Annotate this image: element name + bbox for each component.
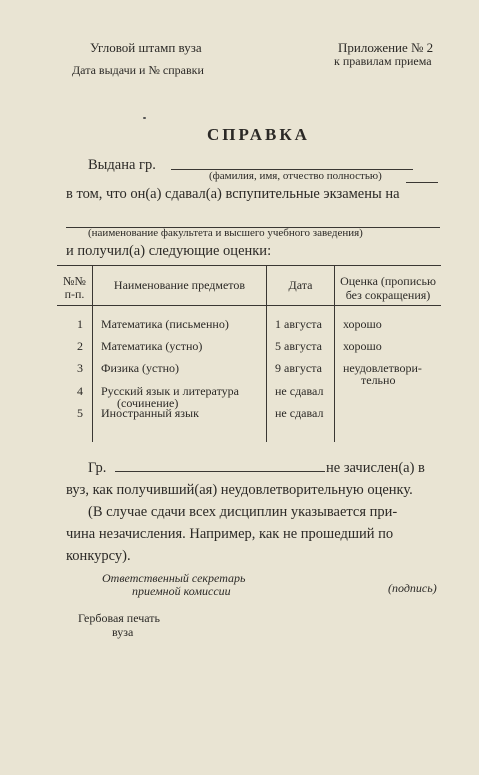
appendix-label: Приложение № 2 [338,40,434,55]
footer-name-line [115,471,325,472]
seal-label-sub: вуза [112,625,134,639]
footer-line-3: (В случае сдачи всех дисциплин указывается при- [88,504,398,520]
col-header-grade: Оценка (прописью [340,274,436,288]
row-subject: Математика (устно) [101,339,203,353]
row-num: 3 [77,361,83,375]
row-grade: хорошо [343,317,382,331]
signature-role-sub: приемной комиссии [132,584,231,598]
document-title: СПРАВКА [207,125,310,144]
row-subject: Математика (письменно) [101,317,229,331]
col-header-subject: Наименование предметов [113,278,246,292]
col-header-num-sub: п-п. [64,287,85,301]
row-date: 5 августа [275,339,322,353]
row-subject: Иностранный язык [101,406,199,420]
appendix-sub-label: к правилам приема [334,54,432,68]
footer-line-5: конкурсу). [66,548,131,564]
row-num: 1 [77,317,83,331]
faculty-hint: (наименование факультета и высшего учебного заведения) [88,227,363,239]
row-num: 4 [77,384,83,398]
col-header-date: Дата [288,278,313,292]
signature-role: Ответственный секретарь [102,571,246,585]
row-grade-cont: тельно [361,373,396,387]
footer-line-4: чина незачисления. Например, как не прошедший по [66,526,394,542]
row-date: 1 августа [275,317,322,331]
row-date: не сдавал [275,406,324,420]
row-grade: хорошо [343,339,382,353]
seal-label: Гербовая печать [78,611,161,625]
row-date: 9 августа [275,361,322,375]
issued-to-label: Выдана гр. [88,157,156,173]
row-subject-cont: (сочинение) [117,396,179,410]
row-num: 2 [77,339,83,353]
issue-date-label: Дата выдачи и № справки [72,63,204,77]
print-speck [143,117,146,119]
col-header-grade-sub: без сокращения) [345,288,431,302]
footer-gr-label: Гр. [88,460,107,476]
fio-hint: (фамилия, имя, отчество полностью) [209,170,382,182]
table-top-border [57,265,441,266]
signature-placeholder: (подпись) [388,581,437,595]
exam-text: в том, что он(а) сдавал(а) вспупительные экзамены на [66,186,400,202]
footer-not-enrolled: не зачислен(а) в [326,460,425,476]
fio-line-end [406,182,438,183]
row-date: не сдавал [275,384,324,398]
corner-stamp-label: Угловой штамп вуза [90,40,202,55]
col-header-num: №№ [63,274,86,288]
footer-line-2: вуз, как получивший(ая) неудовлетворительную оценку. [66,482,413,498]
row-subject: Физика (устно) [101,361,180,375]
row-subject: Русский язык и литература [101,384,239,398]
table-header-border [57,305,441,306]
row-num: 5 [77,406,83,420]
grades-intro: и получил(а) следующие оценки: [66,243,272,259]
row-grade: неудовлетвори- [343,361,422,375]
